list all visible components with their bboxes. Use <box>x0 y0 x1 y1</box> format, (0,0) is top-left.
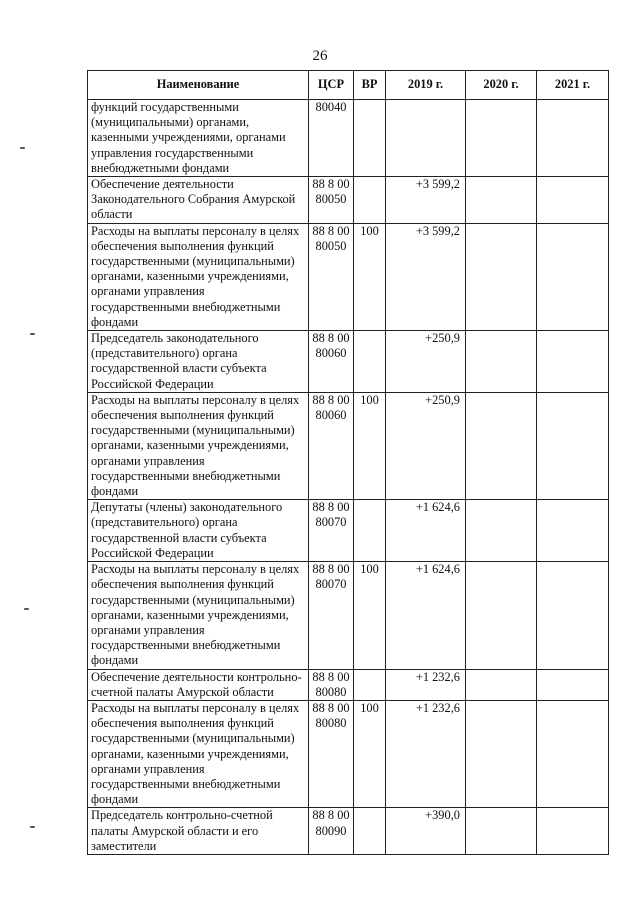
row-2019: +3 599,2 <box>386 223 466 330</box>
row-csr: 88 8 00 80080 <box>309 700 354 807</box>
row-2021 <box>537 392 609 499</box>
row-2020 <box>466 331 537 393</box>
row-csr: 88 8 00 80060 <box>309 331 354 393</box>
header-2019: 2019 г. <box>386 71 466 100</box>
row-2021 <box>537 700 609 807</box>
row-vr: 100 <box>354 223 386 330</box>
row-2019: +250,9 <box>386 392 466 499</box>
row-2021 <box>537 100 609 177</box>
row-name: Расходы на выплаты персоналу в целях обеспечения выполнения функций государственными (муниципальными) органами, казенными учреждениями, органами управления государственными внебюджетными фондами <box>88 700 309 807</box>
row-name: Председатель контрольно-счетной палаты Амурской области и его заместители <box>88 808 309 855</box>
row-vr: 100 <box>354 700 386 807</box>
row-csr: 88 8 00 80060 <box>309 392 354 499</box>
table-row <box>88 500 609 562</box>
row-name: Председатель законодательного (представительного) органа государственной власти субъекта Российской Федерации <box>88 331 309 393</box>
table-row <box>88 177 609 224</box>
scan-mark <box>20 147 25 149</box>
table-row <box>88 223 609 330</box>
row-2019 <box>386 100 466 177</box>
row-2020 <box>466 392 537 499</box>
row-2019: +1 624,6 <box>386 500 466 562</box>
row-vr <box>354 100 386 177</box>
row-csr: 88 8 00 80070 <box>309 500 354 562</box>
table-row <box>88 562 609 669</box>
scan-mark <box>30 826 35 828</box>
row-name: Расходы на выплаты персоналу в целях обеспечения выполнения функций государственными (муниципальными) органами, казенными учреждениями, органами управления государственными внебюджетными фондами <box>88 223 309 330</box>
row-2021 <box>537 669 609 700</box>
table-body <box>88 100 609 855</box>
row-2021 <box>537 808 609 855</box>
row-vr <box>354 331 386 393</box>
row-2020 <box>466 669 537 700</box>
row-csr: 88 8 00 80050 <box>309 223 354 330</box>
row-2019: +390,0 <box>386 808 466 855</box>
row-2019: +1 232,6 <box>386 700 466 807</box>
row-name: Обеспечение деятельности Законодательного Собрания Амурской области <box>88 177 309 224</box>
row-vr <box>354 177 386 224</box>
row-csr: 88 8 00 80080 <box>309 669 354 700</box>
row-2021 <box>537 562 609 669</box>
row-2020 <box>466 562 537 669</box>
row-2020 <box>466 808 537 855</box>
row-2020 <box>466 700 537 807</box>
budget-table <box>87 70 609 855</box>
scan-mark <box>30 333 35 335</box>
table-header <box>88 71 609 100</box>
table-row <box>88 392 609 499</box>
table-row <box>88 331 609 393</box>
header-vr: ВР <box>354 71 386 100</box>
row-2019: +1 624,6 <box>386 562 466 669</box>
table-row <box>88 669 609 700</box>
row-csr: 88 8 00 80070 <box>309 562 354 669</box>
row-2019: +3 599,2 <box>386 177 466 224</box>
row-2020 <box>466 177 537 224</box>
row-2019: +250,9 <box>386 331 466 393</box>
row-2020 <box>466 500 537 562</box>
row-name: Обеспечение деятельности контрольно-счетной палаты Амурской области <box>88 669 309 700</box>
row-name: Расходы на выплаты персоналу в целях обеспечения выполнения функций государственными (муниципальными) органами, казенными учреждениями, органами управления государственными внебюджетными фондами <box>88 562 309 669</box>
row-vr: 100 <box>354 562 386 669</box>
row-2020 <box>466 223 537 330</box>
row-csr: 80040 <box>309 100 354 177</box>
row-vr: 100 <box>354 392 386 499</box>
scan-mark <box>24 608 29 610</box>
row-2019: +1 232,6 <box>386 669 466 700</box>
row-2021 <box>537 223 609 330</box>
row-vr <box>354 669 386 700</box>
table-row <box>88 100 609 177</box>
row-csr: 88 8 00 80050 <box>309 177 354 224</box>
header-2020: 2020 г. <box>466 71 537 100</box>
row-csr: 88 8 00 80090 <box>309 808 354 855</box>
row-name: Расходы на выплаты персоналу в целях обеспечения выполнения функций государственными (муниципальными) органами, казенными учреждениями, органами управления государственными внебюджетными фондами <box>88 392 309 499</box>
header-2021: 2021 г. <box>537 71 609 100</box>
row-vr <box>354 808 386 855</box>
row-name: Депутаты (члены) законодательного (представительного) органа государственной власти субъекта Российской Федерации <box>88 500 309 562</box>
row-2021 <box>537 177 609 224</box>
page-number: 26 <box>312 48 328 64</box>
table-row <box>88 700 609 807</box>
row-2021 <box>537 331 609 393</box>
header-row <box>88 71 609 100</box>
table-row <box>88 808 609 855</box>
header-csr: ЦСР <box>309 71 354 100</box>
row-2021 <box>537 500 609 562</box>
row-2020 <box>466 100 537 177</box>
header-name: Наименование <box>88 71 309 100</box>
row-vr <box>354 500 386 562</box>
row-name: функций государственными (муниципальными) органами, казенными учреждениями, органами управления государственными внебюджетными фондами <box>88 100 309 177</box>
